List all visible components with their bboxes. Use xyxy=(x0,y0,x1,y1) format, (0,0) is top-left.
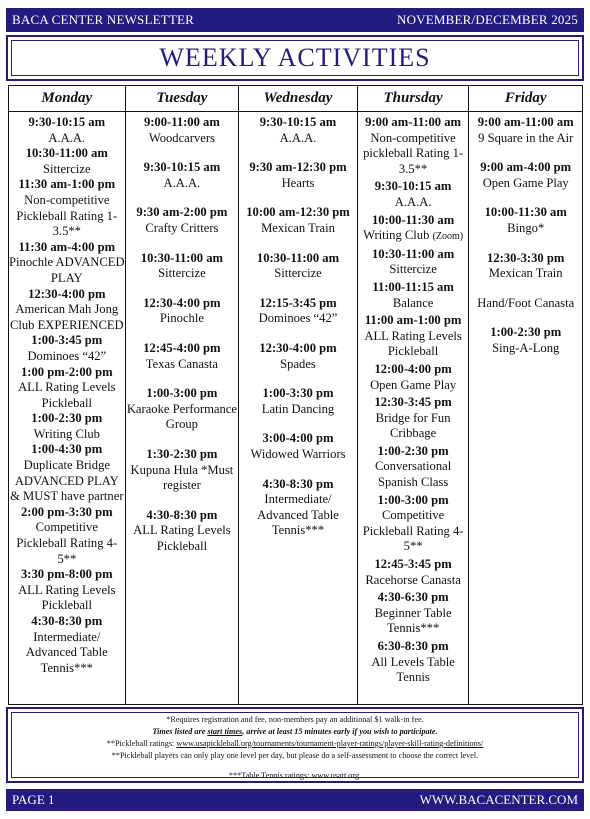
activity-entry xyxy=(358,395,469,442)
activity-time: 9:00 am-11:00 am xyxy=(477,115,574,129)
activity-entry xyxy=(358,557,469,588)
activity-label: Non-competitive pickleball Rating 1-3.5** xyxy=(363,130,464,176)
activity-time: 1:30-2:30 pm xyxy=(146,446,218,461)
day-header: Friday xyxy=(469,86,582,112)
activity-entry xyxy=(126,205,239,236)
activity-entry xyxy=(358,115,469,177)
activity-label: Balance xyxy=(392,295,434,310)
activity-name xyxy=(239,357,357,373)
activity-label: Conversational Spanish Class xyxy=(374,459,452,490)
activity-label: Kupuna Hula *Must register xyxy=(130,462,234,493)
activity-name xyxy=(9,520,125,567)
activity-label: Duplicate Bridge ADVANCED PLAY & MUST have partner xyxy=(10,458,124,504)
activity-time: 1:00-2:30 pm xyxy=(377,443,449,458)
activity-time: 4:30-8:30 pm xyxy=(262,476,334,491)
activity-name xyxy=(126,266,239,282)
activity-label: Mexican Train xyxy=(488,266,563,281)
activity-name xyxy=(358,329,469,360)
activity-time: 9:30 am-12:30 pm xyxy=(249,160,347,175)
activity-time: 10:00-11:30 am xyxy=(372,212,455,227)
activity-name xyxy=(358,262,469,278)
activity-label: Dominoes “42” xyxy=(27,348,107,363)
activity-time: 1:00-3:45 pm xyxy=(31,333,103,348)
activity-label: American Mah Jong Club EXPERIENCED xyxy=(9,302,124,332)
activity-name xyxy=(358,296,469,312)
activity-label: A.A.A. xyxy=(279,130,317,145)
activity-name xyxy=(126,523,239,554)
page-title: WEEKLY ACTIVITIES xyxy=(159,43,431,72)
activity-time: 9:00-11:00 am xyxy=(143,115,220,129)
activity-time: 1:00-3:30 pm xyxy=(262,386,334,401)
activity-time: 12:30-4:00 pm xyxy=(143,295,221,310)
day-column-friday xyxy=(469,86,582,704)
activity-entry xyxy=(9,240,125,287)
activity-name xyxy=(239,221,357,237)
footnote-start-times: Times listed are start times, arrive at least 15 minutes early if you wish to participate. xyxy=(152,727,438,736)
activity-name xyxy=(126,402,239,433)
activity-name xyxy=(358,459,469,490)
activity-entry xyxy=(358,213,469,245)
activity-entry xyxy=(239,251,357,282)
activity-name xyxy=(239,492,357,539)
activity-entry xyxy=(469,296,582,312)
activity-name xyxy=(469,131,582,147)
activity-time: 2:00 pm-3:30 pm xyxy=(20,504,113,519)
activity-time: 3:30 pm-8:00 pm xyxy=(20,567,113,582)
activity-time: 1:00-2:30 pm xyxy=(490,325,562,340)
day-header: Thursday xyxy=(358,86,469,112)
activity-name xyxy=(9,255,125,286)
activity-time: 10:30-11:00 am xyxy=(25,146,108,161)
activity-entry xyxy=(126,296,239,327)
activity-name xyxy=(469,266,582,282)
day-column-monday xyxy=(9,86,126,704)
activity-name xyxy=(358,573,469,589)
activity-time: 11:30 am-4:00 pm xyxy=(18,239,116,254)
activity-label: All Levels Table Tennis xyxy=(371,654,455,685)
day-entries xyxy=(239,112,357,539)
activity-time: 12:45-4:00 pm xyxy=(143,340,221,355)
activity-name xyxy=(239,402,357,418)
activity-time: 1:00-4:30 pm xyxy=(31,442,103,457)
activity-name xyxy=(239,266,357,282)
activity-label: Bridge for Fun Cribbage xyxy=(375,410,451,441)
activity-time: 12:15-3:45 pm xyxy=(259,295,337,310)
day-entries xyxy=(9,112,125,676)
activity-time: 9:30-10:15 am xyxy=(143,160,221,175)
footnote-registration: *Requires registration and fee, non-members pay an additional $1 walk-in fee. xyxy=(166,715,424,724)
activity-time: 1:00-3:00 pm xyxy=(377,492,449,507)
activity-label: Writing Club xyxy=(33,426,100,441)
activity-time: 11:00 am-1:00 pm xyxy=(364,313,462,328)
activity-entry xyxy=(9,614,125,676)
activity-time: 11:00-11:15 am xyxy=(372,279,454,294)
activity-entry xyxy=(9,146,125,177)
activity-time: 10:30-11:00 am xyxy=(372,246,455,261)
activity-name xyxy=(358,378,469,394)
activity-name xyxy=(469,221,582,237)
activity-entry xyxy=(239,205,357,236)
activity-label: Pinochle xyxy=(159,311,204,326)
activity-time: 12:30-3:45 pm xyxy=(374,395,452,410)
activity-entry xyxy=(239,115,357,146)
title-box xyxy=(6,35,584,81)
activity-label: A.A.A. xyxy=(163,175,201,190)
activity-time: 4:30-6:30 pm xyxy=(377,590,449,605)
activity-time: 1:00-3:00 pm xyxy=(146,386,218,401)
activity-name xyxy=(9,630,125,677)
activity-name xyxy=(126,357,239,373)
activity-label: Crafty Critters xyxy=(145,220,219,235)
day-header: Tuesday xyxy=(126,86,239,112)
activity-time: 1:00 pm-2:00 pm xyxy=(20,364,113,379)
activity-time: 12:30-4:00 pm xyxy=(259,340,337,355)
activity-name xyxy=(239,447,357,463)
activity-name xyxy=(358,606,469,637)
activity-time: 12:00-4:00 pm xyxy=(374,361,452,376)
day-entries xyxy=(126,112,239,554)
day-column-thursday xyxy=(358,86,470,704)
activity-entry xyxy=(9,287,125,334)
activity-name xyxy=(358,228,469,245)
activity-label: Open Game Play xyxy=(482,175,569,190)
activity-name xyxy=(9,458,125,505)
activity-name xyxy=(9,162,125,178)
activity-time: 10:30-11:00 am xyxy=(256,250,340,265)
activity-entry xyxy=(126,251,239,282)
activity-entry xyxy=(9,333,125,364)
activity-name xyxy=(126,176,239,192)
activity-entry xyxy=(358,280,469,311)
activity-name xyxy=(358,655,469,686)
day-column-wednesday xyxy=(239,86,358,704)
activity-entry xyxy=(9,411,125,442)
activity-time: 9:30-10:15 am xyxy=(259,115,337,129)
activity-time: 9:00 am-11:00 am xyxy=(365,115,462,129)
activity-label: Hearts xyxy=(281,175,315,190)
activity-label: Sittercize xyxy=(43,161,91,176)
activity-label: Intermediate/ Advanced Table Tennis*** xyxy=(257,492,339,538)
website-link[interactable]: WWW.BACACENTER.COM xyxy=(419,792,578,807)
activity-entry xyxy=(469,251,582,282)
activity-label: ALL Rating Levels Pickleball xyxy=(133,523,231,553)
activity-entry xyxy=(9,115,125,146)
activity-time: 1:00-2:30 pm xyxy=(31,411,103,426)
activity-label: 9 Square in the Air xyxy=(478,130,574,145)
activity-time: 6:30-8:30 pm xyxy=(377,639,449,653)
activity-label: Woodcarvers xyxy=(148,130,215,145)
activity-label: Open Game Play xyxy=(370,377,457,392)
activity-entry xyxy=(239,386,357,417)
activity-label: Spades xyxy=(280,356,316,371)
activity-entry xyxy=(358,639,469,686)
activity-name xyxy=(9,302,125,333)
activity-label: Mexican Train xyxy=(261,220,335,235)
activity-entry xyxy=(469,205,582,236)
activity-entry xyxy=(239,431,357,462)
activity-label: Writing Club xyxy=(363,228,430,243)
activity-time: 9:30-10:15 am xyxy=(28,115,106,129)
day-column-tuesday xyxy=(126,86,240,704)
activity-time: 12:30-4:00 pm xyxy=(28,286,106,301)
footnote-pickleball-ratings: **Pickleball ratings: www.usapickleball.org/tournaments/tournament-player-ratings/player-skill-rating-definitions/ xyxy=(106,739,484,748)
activity-name xyxy=(126,221,239,237)
activity-time: 10:30-11:00 am xyxy=(140,250,223,265)
activity-entry xyxy=(358,179,469,210)
activity-entry xyxy=(126,386,239,433)
activity-entry xyxy=(9,365,125,412)
activity-entry xyxy=(358,313,469,360)
activity-entry xyxy=(126,341,239,372)
activity-name xyxy=(126,463,239,494)
activity-label: Sittercize xyxy=(274,266,322,281)
activity-name xyxy=(469,176,582,192)
activity-entry xyxy=(239,477,357,539)
activity-label: Hand/Foot Canasta xyxy=(477,295,575,310)
activity-label: A.A.A. xyxy=(394,194,432,209)
day-entries xyxy=(358,112,469,686)
activity-entry xyxy=(358,590,469,637)
footnote-table-tennis: ***Table Tennis ratings: www.usatt.org. xyxy=(228,771,362,780)
activity-name xyxy=(9,427,125,443)
activity-entry xyxy=(126,160,239,191)
activity-entry xyxy=(9,505,125,567)
activity-name xyxy=(239,311,357,327)
activity-name xyxy=(358,508,469,555)
pickleball-ratings-link[interactable]: www.usapickleball.org/tournaments/tournament-player-ratings/player-skill-rating-definitions/ xyxy=(176,739,484,748)
activity-name xyxy=(358,411,469,442)
activity-entry xyxy=(358,247,469,278)
activity-time: 9:00 am-4:00 pm xyxy=(480,160,572,175)
activity-name xyxy=(469,296,582,312)
activity-label: Competitive Pickleball Rating 4-5** xyxy=(16,520,118,566)
activity-label: Dominoes “42” xyxy=(258,311,338,326)
activity-label: ALL Rating Levels Pickleball xyxy=(18,582,116,613)
activity-name xyxy=(239,131,357,147)
activity-label: Non-competitive Pickleball Rating 1-3.5** xyxy=(16,192,118,239)
activity-label: Bingo* xyxy=(507,220,545,235)
activity-label: Sing-A-Long xyxy=(492,340,560,355)
activity-time: 3:00-4:00 pm xyxy=(262,431,334,446)
day-header: Wednesday xyxy=(239,86,357,112)
activity-time: 10:00 am-12:30 pm xyxy=(246,205,350,220)
activity-entry xyxy=(9,177,125,239)
activity-entry xyxy=(358,444,469,491)
activity-entry xyxy=(239,341,357,372)
activity-time: 4:30-8:30 pm xyxy=(146,507,218,522)
activity-entry xyxy=(358,493,469,555)
activity-name xyxy=(9,349,125,365)
activity-label: Beginner Table Tennis*** xyxy=(374,605,452,636)
activity-entry xyxy=(469,115,582,146)
schedule-table xyxy=(8,85,583,705)
activity-entry xyxy=(126,508,239,555)
activity-label: Latin Dancing xyxy=(261,401,335,416)
footer-bar xyxy=(6,789,584,811)
activity-entry xyxy=(9,567,125,614)
activity-time: 4:30-8:30 pm xyxy=(31,614,103,628)
activity-name xyxy=(358,131,469,178)
activity-entry xyxy=(358,362,469,393)
activity-entry xyxy=(239,296,357,327)
page-number: PAGE 1 xyxy=(12,792,55,807)
activity-entry xyxy=(126,447,239,494)
activity-label: A.A.A. xyxy=(48,130,86,145)
newsletter-date: NOVEMBER/DECEMBER 2025 xyxy=(397,12,578,27)
day-header: Monday xyxy=(9,86,125,112)
activity-label: Sittercize xyxy=(389,262,437,277)
activity-name xyxy=(469,341,582,357)
footnote-pickleball-levels: **Pickleball players can only play one level per day, but please do a self-assessment to choose the correct level. xyxy=(111,751,479,760)
activity-name xyxy=(9,583,125,614)
header-bar xyxy=(6,8,584,32)
activity-time: 11:30 am-1:00 pm xyxy=(18,177,116,192)
activity-time: 10:00-11:30 am xyxy=(484,205,567,220)
activity-entry xyxy=(9,442,125,504)
activity-name xyxy=(126,131,239,147)
activity-label: ALL Rating Levels Pickleball xyxy=(18,380,116,410)
activity-label: Racehorse Canasta xyxy=(365,572,461,587)
footnotes-box xyxy=(6,707,584,783)
activity-name xyxy=(9,380,125,411)
activity-label: Texas Canasta xyxy=(145,356,218,371)
activity-time: 9:30-10:15 am xyxy=(374,179,452,194)
activity-entry xyxy=(126,115,239,146)
day-entries xyxy=(469,112,582,357)
activity-label: Sittercize xyxy=(158,266,206,281)
newsletter-name: BACA CENTER NEWSLETTER xyxy=(12,12,195,27)
activity-label: Widowed Warriors xyxy=(250,446,346,461)
activity-time: 12:45-3:45 pm xyxy=(374,557,452,572)
activity-note: (Zoom) xyxy=(432,231,464,243)
activity-label: ALL Rating Levels Pickleball xyxy=(364,328,462,359)
activity-label: Karaoke Performance Group xyxy=(126,401,237,432)
activity-entry xyxy=(469,325,582,356)
activity-entry xyxy=(469,160,582,191)
activity-time: 9:30 am-2:00 pm xyxy=(136,205,228,220)
activity-entry xyxy=(239,160,357,191)
activity-name xyxy=(126,311,239,327)
activity-time: 12:30-3:30 pm xyxy=(487,250,565,265)
activity-label: Intermediate/ Advanced Table Tennis*** xyxy=(25,629,108,675)
activity-name xyxy=(358,195,469,211)
activity-label: Pinochle ADVANCED PLAY xyxy=(9,255,125,285)
activity-name xyxy=(9,131,125,147)
activity-name xyxy=(9,193,125,240)
activity-name xyxy=(239,176,357,192)
activity-label: Competitive Pickleball Rating 4-5** xyxy=(362,508,464,554)
